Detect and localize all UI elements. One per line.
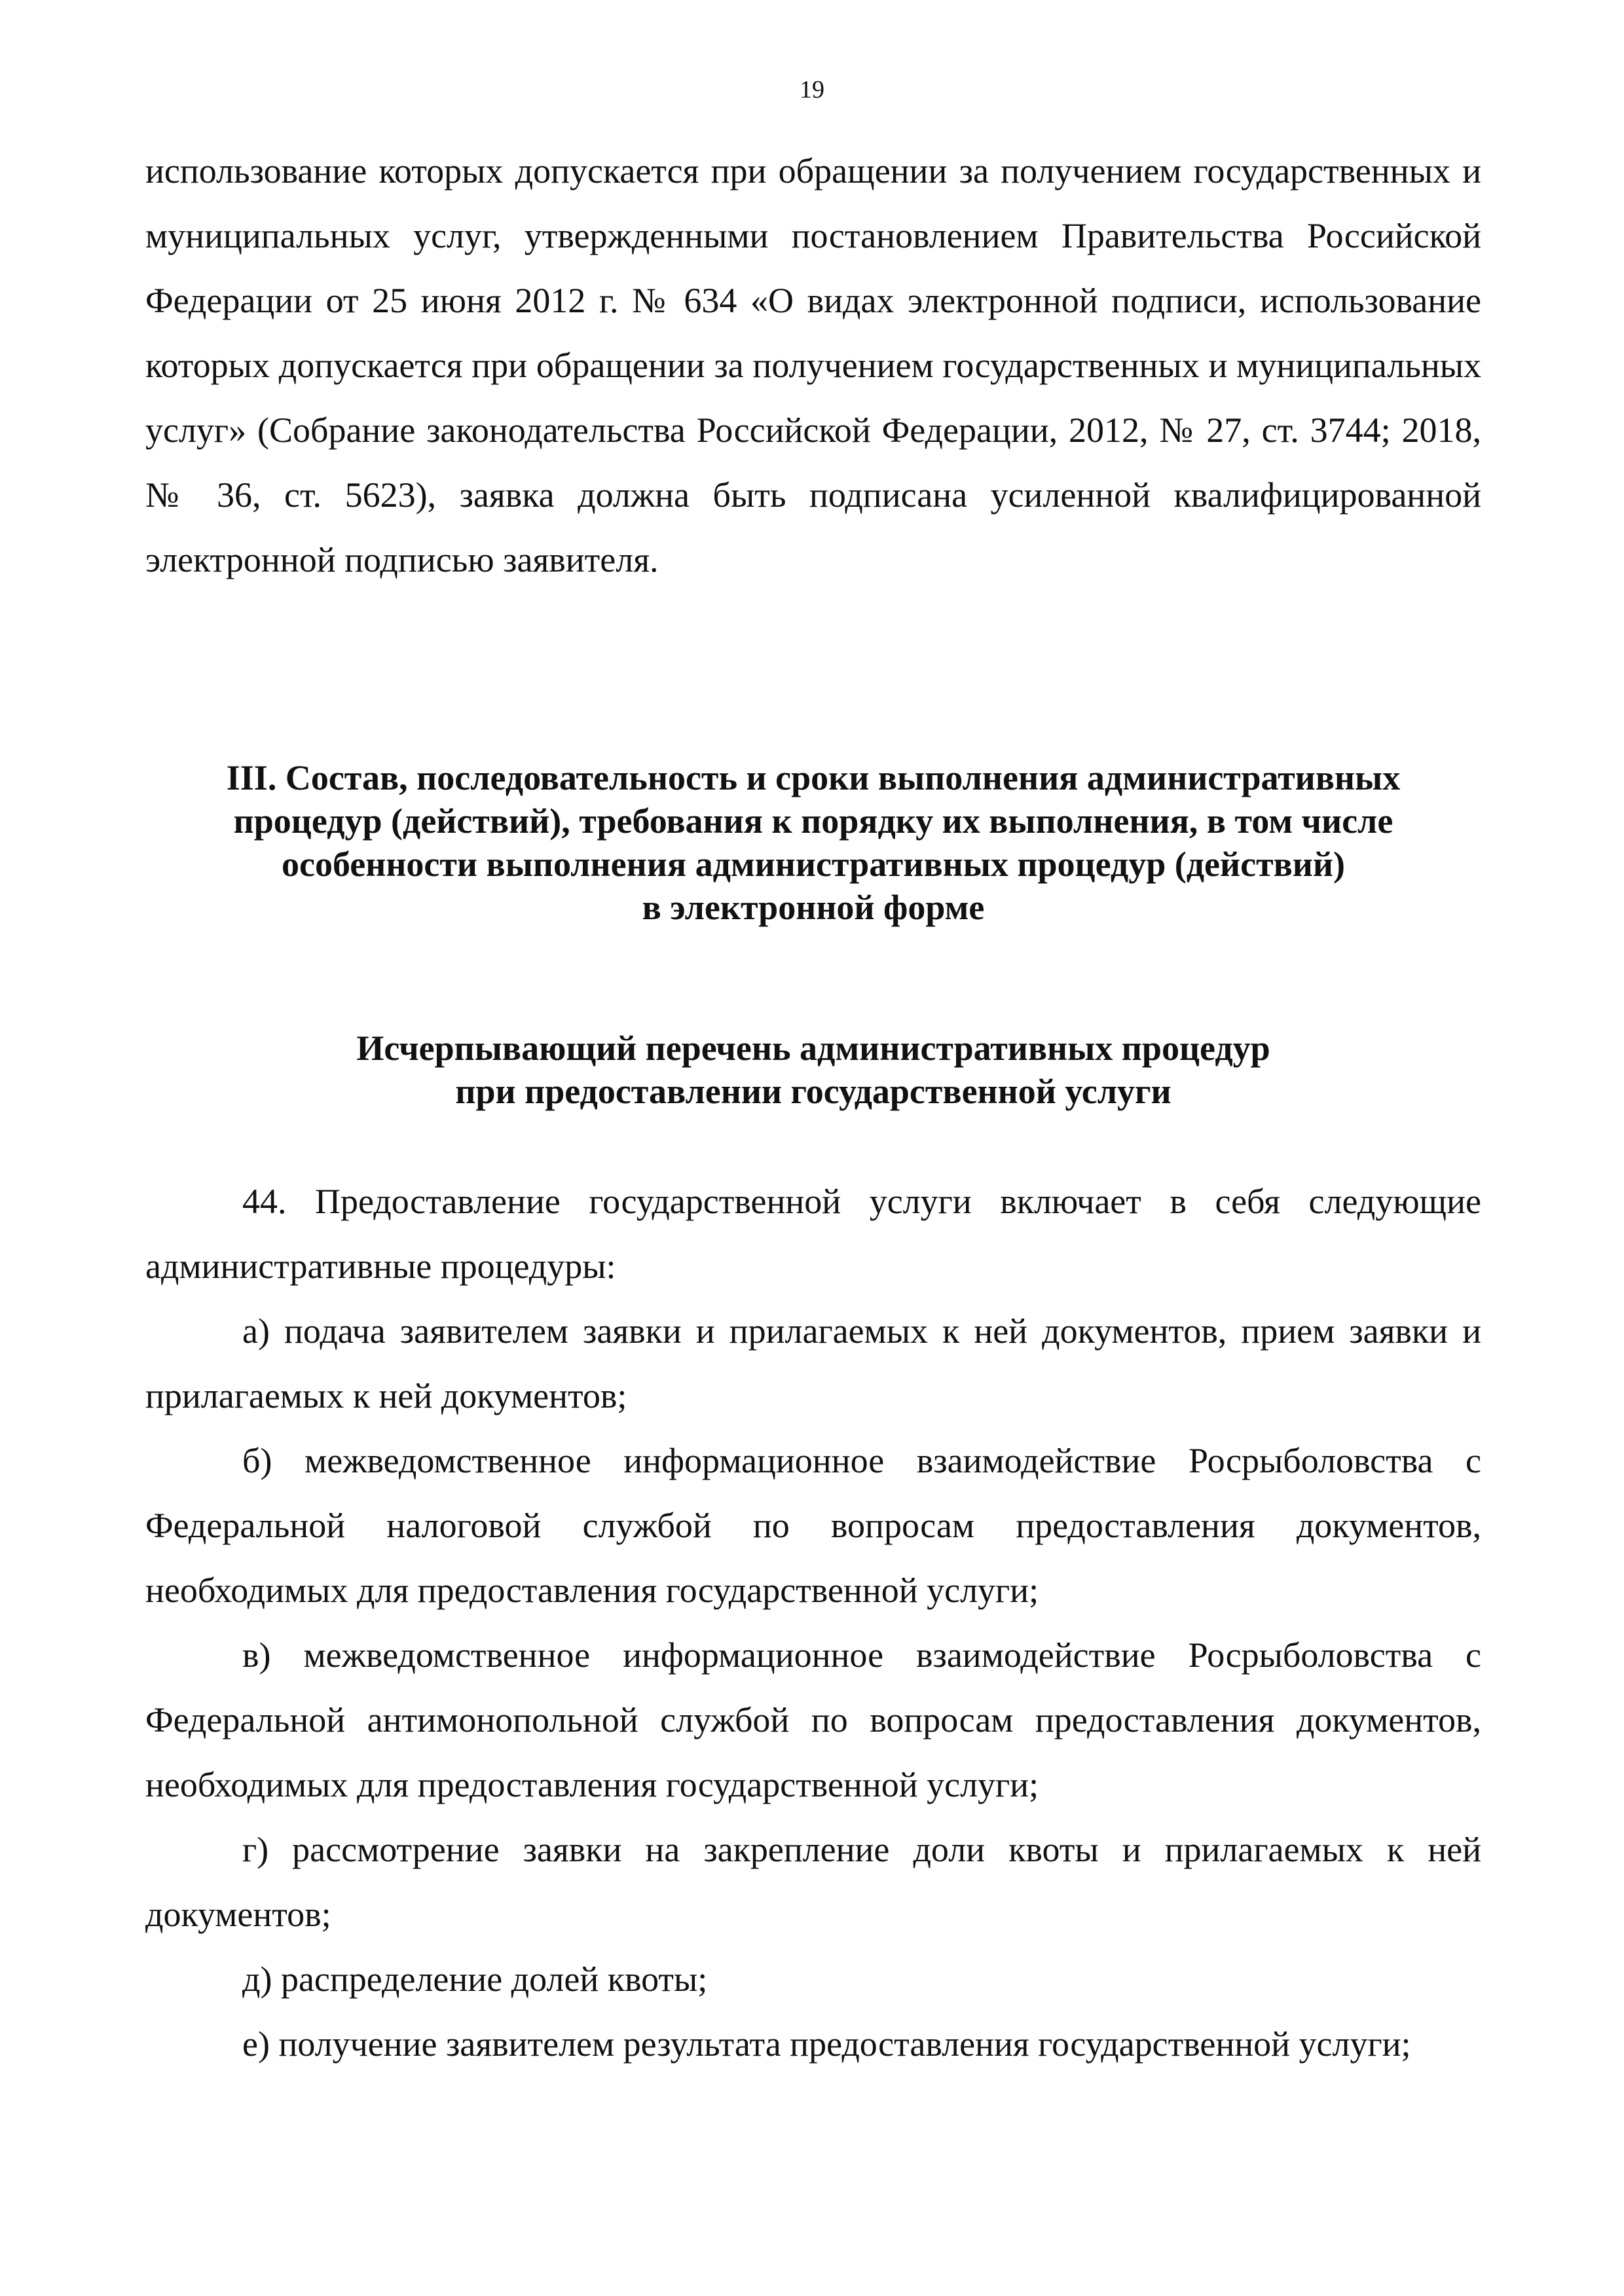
intro-paragraph: использование которых допускается при обращении за получением государственных и муниципальных услуг, утвержденными постановлением Правительства Российской Федерации от 25 июня 2012 г. № 634 «О видах электронной подписи, использование которых допускается при обращении за получением государственных и муниципальных услуг» (Собрание законодательства Российской Федерации, 2012, № 27, ст. 3744; 2018, № 36, ст. 5623), заявка должна быть подписана усиленной квалифицированной электронной подписью заявителя. (145, 151, 1481, 579)
procedures-list (145, 1169, 1481, 2077)
section-heading (145, 756, 1481, 929)
page-number: 19 (800, 76, 824, 103)
list-item-b: б) межведомственное информационное взаимодействие Росрыболовства с Федеральной налоговой службой по вопросам предоставления документов, необходимых для предоставления государственной услуги; (145, 1441, 1481, 1610)
section-heading-line-2: процедур (действий), требования к порядку их выполнения, в том числе (233, 801, 1393, 841)
list-item-e: е) получение заявителем результата предоставления государственной услуги; (242, 2024, 1411, 2064)
subsection-heading (145, 1027, 1481, 1113)
section-heading-line-3: особенности выполнения административных процедур (действий) (281, 845, 1345, 884)
paragraph-44: 44. Предоставление государственной услуги включает в себя следующие административные процедуры: (145, 1182, 1481, 1286)
intro-paragraph-block (145, 139, 1481, 592)
list-item-v: в) межведомственное информационное взаимодействие Росрыболовства с Федеральной антимонопольной службой по вопросам предоставления документов, необходимых для предоставления государственной услуги; (145, 1635, 1481, 1804)
list-item-a: а) подача заявителем заявки и прилагаемых к ней документов, прием заявки и прилагаемых к ней документов; (145, 1311, 1481, 1415)
section-heading-line-4: в электронной форме (642, 888, 985, 927)
section-heading-line-1: III. Состав, последовательность и сроки выполнения административных (226, 758, 1401, 797)
list-item-d: д) распределение долей квоты; (242, 1959, 708, 1999)
list-item-g: г) рассмотрение заявки на закрепление доли квоты и прилагаемых к ней документов; (145, 1830, 1481, 1934)
subsection-heading-line-2: при предоставлении государственной услуги (455, 1072, 1172, 1111)
subsection-heading-line-1: Исчерпывающий перечень административных процедур (356, 1029, 1270, 1068)
